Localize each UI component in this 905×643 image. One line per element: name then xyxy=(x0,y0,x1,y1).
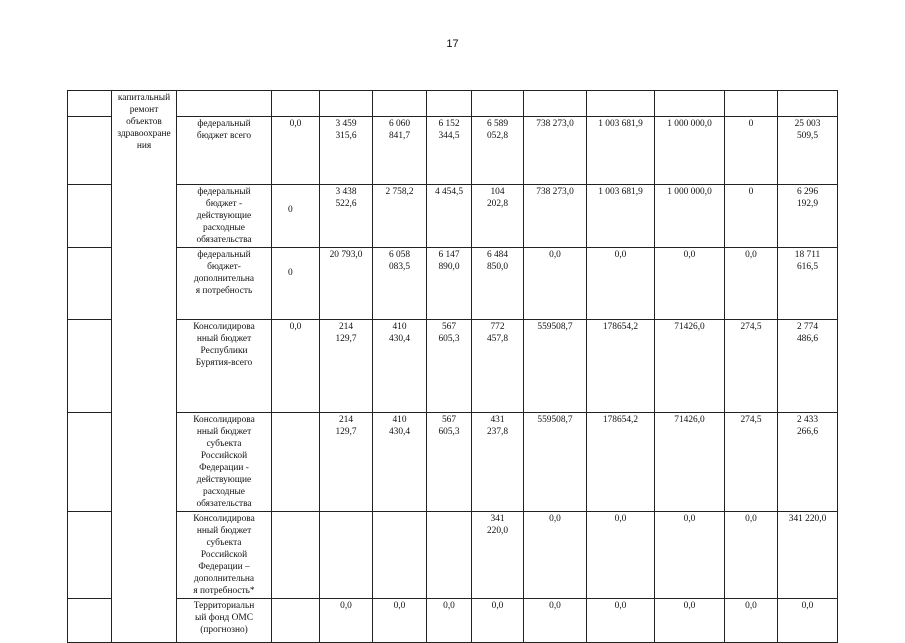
text-line: 605,3 xyxy=(438,334,460,344)
table-body xyxy=(68,91,838,643)
funding-source-cell xyxy=(177,512,272,599)
text-line: нный бюджет xyxy=(196,334,252,344)
text-line: нный бюджет xyxy=(196,427,252,437)
text-line: 18 711 xyxy=(794,250,821,260)
text-line: расходные xyxy=(203,223,245,233)
text-line: 1 003 681,9 xyxy=(598,187,643,197)
text-line: я потребность xyxy=(195,286,253,296)
sum-cell xyxy=(778,413,838,512)
budget-table xyxy=(67,90,838,643)
text-line: 410 xyxy=(392,415,407,425)
year-amount-cell xyxy=(472,117,524,185)
table-row xyxy=(68,320,838,413)
text-line: 214 xyxy=(338,322,354,332)
text-line: бюджет всего xyxy=(196,131,252,141)
text-line: Российской xyxy=(200,550,248,560)
text-line: Федерации - xyxy=(199,463,249,473)
total-cell xyxy=(272,512,320,599)
year-amount-cell xyxy=(427,413,472,512)
text-line: здравоохране xyxy=(117,129,171,139)
blank-cell xyxy=(778,91,838,117)
text-line: Консолидирова xyxy=(193,322,255,332)
text-line: 71426,0 xyxy=(674,415,705,425)
text-line: объектов xyxy=(126,117,162,127)
text-line: 0,0 xyxy=(443,601,455,611)
table-row xyxy=(68,248,838,320)
text-line: федеральный xyxy=(197,119,251,129)
text-line: обязательства xyxy=(196,499,252,509)
year-amount-cell xyxy=(320,320,373,413)
text-line: я потребность* xyxy=(193,586,255,596)
year-amount-cell xyxy=(320,599,373,643)
text-line: 6 060 xyxy=(388,119,411,129)
text-line: 0 xyxy=(748,119,754,129)
text-line: ремонт xyxy=(129,105,159,115)
year-amount-cell xyxy=(472,413,524,512)
text-line: Федерации – xyxy=(198,562,250,572)
text-line: бюджет- xyxy=(207,262,241,272)
year-amount-cell xyxy=(587,599,655,643)
blank-cell xyxy=(272,91,320,117)
text-line: 890,0 xyxy=(438,262,460,272)
year-amount-cell xyxy=(725,413,778,512)
text-line: 0,0 xyxy=(683,601,696,611)
text-line: 0,0 xyxy=(683,514,696,524)
total-cell xyxy=(272,117,320,185)
text-line: 0,0 xyxy=(491,601,504,611)
blank-cell xyxy=(655,91,725,117)
text-line: 237,8 xyxy=(486,427,509,437)
year-amount-cell xyxy=(655,599,725,643)
text-line: 559508,7 xyxy=(537,415,573,425)
sum-cell xyxy=(778,248,838,320)
text-line: 0,0 xyxy=(340,601,352,611)
year-amount-cell xyxy=(524,413,587,512)
sum-cell xyxy=(778,185,838,248)
year-amount-cell xyxy=(725,248,778,320)
blank-cell xyxy=(68,117,112,185)
text-line: 2 758,2 xyxy=(385,187,414,197)
year-amount-cell xyxy=(725,320,778,413)
text-line: 0,0 xyxy=(549,250,561,260)
text-line: бюджет - xyxy=(205,199,243,209)
text-line: субъекта xyxy=(206,538,242,548)
year-amount-cell xyxy=(373,185,427,248)
year-amount-cell xyxy=(320,512,373,599)
text-line: 0 xyxy=(288,205,293,215)
text-line: 1 000 000,0 xyxy=(667,119,712,129)
text-line: федеральный xyxy=(197,250,251,260)
text-line: 104 xyxy=(490,187,505,197)
table-row xyxy=(68,599,838,643)
text-line: Бурятия-всего xyxy=(195,358,253,368)
year-amount-cell xyxy=(320,185,373,248)
blank-cell xyxy=(68,248,112,320)
text-line: Территориальн xyxy=(193,601,255,611)
text-line: капитальный xyxy=(117,93,171,103)
blank-cell xyxy=(177,91,272,117)
text-line: 083,5 xyxy=(388,262,411,272)
sum-cell xyxy=(778,599,838,643)
funding-source-cell xyxy=(177,599,272,643)
text-line: 315,6 xyxy=(335,131,357,141)
year-amount-cell xyxy=(427,320,472,413)
year-amount-cell xyxy=(320,248,373,320)
year-amount-cell xyxy=(587,320,655,413)
text-line: 0,0 xyxy=(614,601,627,611)
blank-cell xyxy=(68,512,112,599)
page-number: 17 xyxy=(446,38,459,50)
text-line: 202,8 xyxy=(486,199,509,209)
text-line: 0,0 xyxy=(745,514,757,524)
total-cell xyxy=(272,320,320,413)
sum-cell xyxy=(778,320,838,413)
object-name xyxy=(114,92,174,152)
text-line: 0,0 xyxy=(549,601,561,611)
text-line: 6 484 xyxy=(486,250,509,260)
year-amount-cell xyxy=(524,512,587,599)
blank-cell xyxy=(68,413,112,512)
text-line: субъекта xyxy=(206,439,242,449)
text-line: 509,5 xyxy=(796,131,819,141)
text-line: 220,0 xyxy=(486,526,509,536)
text-line: Консолидирова xyxy=(193,514,255,524)
year-amount-cell xyxy=(472,320,524,413)
text-line: 129,7 xyxy=(335,334,357,344)
year-amount-cell xyxy=(373,248,427,320)
year-amount-cell xyxy=(524,320,587,413)
year-amount-cell xyxy=(725,512,778,599)
text-line: 0,0 xyxy=(289,119,302,129)
sum-cell xyxy=(778,117,838,185)
text-line: 6 058 xyxy=(388,250,411,260)
year-amount-cell xyxy=(725,185,778,248)
text-line: 71426,0 xyxy=(674,322,705,332)
text-line: нный бюджет xyxy=(196,526,252,536)
text-line: 344,5 xyxy=(438,131,460,141)
text-line: 559508,7 xyxy=(537,322,573,332)
year-amount-cell xyxy=(427,185,472,248)
total-cell xyxy=(272,185,320,248)
text-line: 052,8 xyxy=(486,131,509,141)
year-amount-cell xyxy=(655,185,725,248)
text-line: 0,0 xyxy=(745,250,757,260)
text-line: 20 793,0 xyxy=(329,250,363,260)
text-line: 0,0 xyxy=(614,514,627,524)
year-amount-cell xyxy=(373,512,427,599)
year-amount-cell xyxy=(655,117,725,185)
text-line: 129,7 xyxy=(335,427,357,437)
text-line: 266,6 xyxy=(796,427,819,437)
text-line: 178654,2 xyxy=(602,415,639,425)
sum-cell xyxy=(778,512,838,599)
text-line: 341 220,0 xyxy=(788,514,827,524)
text-line: 430,4 xyxy=(388,334,411,344)
year-amount-cell xyxy=(427,117,472,185)
text-line: 850,0 xyxy=(486,262,509,272)
funding-source-cell xyxy=(177,413,272,512)
text-line: 6 152 xyxy=(438,119,460,129)
year-amount-cell xyxy=(524,185,587,248)
text-line: 274,5 xyxy=(740,322,762,332)
year-amount-cell xyxy=(655,248,725,320)
year-amount-cell xyxy=(524,599,587,643)
text-line: 841,7 xyxy=(388,131,411,141)
text-line: действующие xyxy=(196,211,252,221)
blank-cell xyxy=(725,91,778,117)
text-line: 0,0 xyxy=(549,514,561,524)
table-row xyxy=(68,413,838,512)
text-line: 567 xyxy=(441,415,457,425)
year-amount-cell xyxy=(472,599,524,643)
text-line: 0,0 xyxy=(393,601,406,611)
funding-source-cell xyxy=(177,185,272,248)
text-line: действующие xyxy=(196,475,252,485)
year-amount-cell xyxy=(472,185,524,248)
year-amount-cell xyxy=(524,248,587,320)
text-line: 25 003 xyxy=(794,119,821,129)
text-line: 4 454,5 xyxy=(434,187,464,197)
blank-cell xyxy=(68,320,112,413)
year-amount-cell xyxy=(655,413,725,512)
year-amount-cell xyxy=(472,512,524,599)
text-line: 6 589 xyxy=(486,119,509,129)
text-line: 0,0 xyxy=(801,601,814,611)
year-amount-cell xyxy=(427,248,472,320)
total-cell xyxy=(272,248,320,320)
table-row xyxy=(68,512,838,599)
blank-cell xyxy=(68,185,112,248)
text-line: 486,6 xyxy=(796,334,819,344)
blank-cell xyxy=(472,91,524,117)
text-line: дополнительна xyxy=(193,274,255,284)
text-line: Российской xyxy=(200,451,248,461)
text-line: ния xyxy=(136,141,152,151)
text-line: дополнительна xyxy=(193,574,255,584)
text-line: 522,6 xyxy=(335,199,357,209)
text-line: 605,3 xyxy=(438,427,460,437)
year-amount-cell xyxy=(373,117,427,185)
year-amount-cell xyxy=(472,248,524,320)
table-row xyxy=(68,185,838,248)
year-amount-cell xyxy=(524,117,587,185)
year-amount-cell xyxy=(373,413,427,512)
text-line: 341 xyxy=(490,514,505,524)
year-amount-cell xyxy=(587,248,655,320)
text-line: Консолидирова xyxy=(193,415,255,425)
funding-source-cell xyxy=(177,248,272,320)
text-line: 738 273,0 xyxy=(536,187,574,197)
blank-cell xyxy=(587,91,655,117)
year-amount-cell xyxy=(587,413,655,512)
text-line: расходные xyxy=(203,487,245,497)
blank-cell xyxy=(373,91,427,117)
text-line: 0,0 xyxy=(614,250,627,260)
text-line: 410 xyxy=(392,322,407,332)
text-line: 616,5 xyxy=(796,262,819,272)
text-line: 2 774 xyxy=(796,322,819,332)
year-amount-cell xyxy=(725,599,778,643)
year-amount-cell xyxy=(725,117,778,185)
funding-source-cell xyxy=(177,320,272,413)
text-line: 1 000 000,0 xyxy=(667,187,712,197)
year-amount-cell xyxy=(587,512,655,599)
text-line: 2 433 xyxy=(796,415,819,425)
text-line: Республики xyxy=(200,346,248,356)
text-line: 567 xyxy=(441,322,457,332)
year-amount-cell xyxy=(587,117,655,185)
text-line: 430,4 xyxy=(388,427,411,437)
object-name-cell xyxy=(112,91,177,643)
table-row xyxy=(68,117,838,185)
text-line: (прогнозно) xyxy=(200,625,248,635)
year-amount-cell xyxy=(320,117,373,185)
text-line: 772 xyxy=(490,322,505,332)
text-line: обязательства xyxy=(196,235,252,245)
text-line: 738 273,0 xyxy=(536,119,574,129)
text-line: 214 xyxy=(338,415,354,425)
year-amount-cell xyxy=(427,599,472,643)
year-amount-cell xyxy=(373,599,427,643)
text-line: 6 147 xyxy=(438,250,460,260)
year-amount-cell xyxy=(373,320,427,413)
table-header-row xyxy=(68,91,838,117)
text-line: 0,0 xyxy=(745,601,757,611)
text-line: 0 xyxy=(748,187,754,197)
total-cell xyxy=(272,413,320,512)
blank-cell xyxy=(68,599,112,643)
year-amount-cell xyxy=(427,512,472,599)
text-line: 3 459 xyxy=(335,119,357,129)
text-line: 1 003 681,9 xyxy=(598,119,643,129)
text-line: 192,9 xyxy=(796,199,819,209)
text-line: 431 xyxy=(490,415,505,425)
text-line: 274,5 xyxy=(740,415,762,425)
blank-cell xyxy=(320,91,373,117)
funding-source-cell xyxy=(177,117,272,185)
blank-cell xyxy=(68,91,112,117)
text-line: федеральный xyxy=(197,187,251,197)
text-line: 6 296 xyxy=(796,187,819,197)
year-amount-cell xyxy=(320,413,373,512)
text-line: 0,0 xyxy=(683,250,696,260)
text-line: 3 438 xyxy=(335,187,357,197)
text-line: 457,8 xyxy=(486,334,509,344)
year-amount-cell xyxy=(655,512,725,599)
text-line: ый фонд ОМС xyxy=(195,613,253,623)
blank-cell xyxy=(427,91,472,117)
total-cell xyxy=(272,599,320,643)
blank-cell xyxy=(524,91,587,117)
year-amount-cell xyxy=(655,320,725,413)
text-line: 0,0 xyxy=(289,322,302,332)
text-line: 178654,2 xyxy=(602,322,639,332)
text-line: 0 xyxy=(288,268,293,278)
year-amount-cell xyxy=(587,185,655,248)
